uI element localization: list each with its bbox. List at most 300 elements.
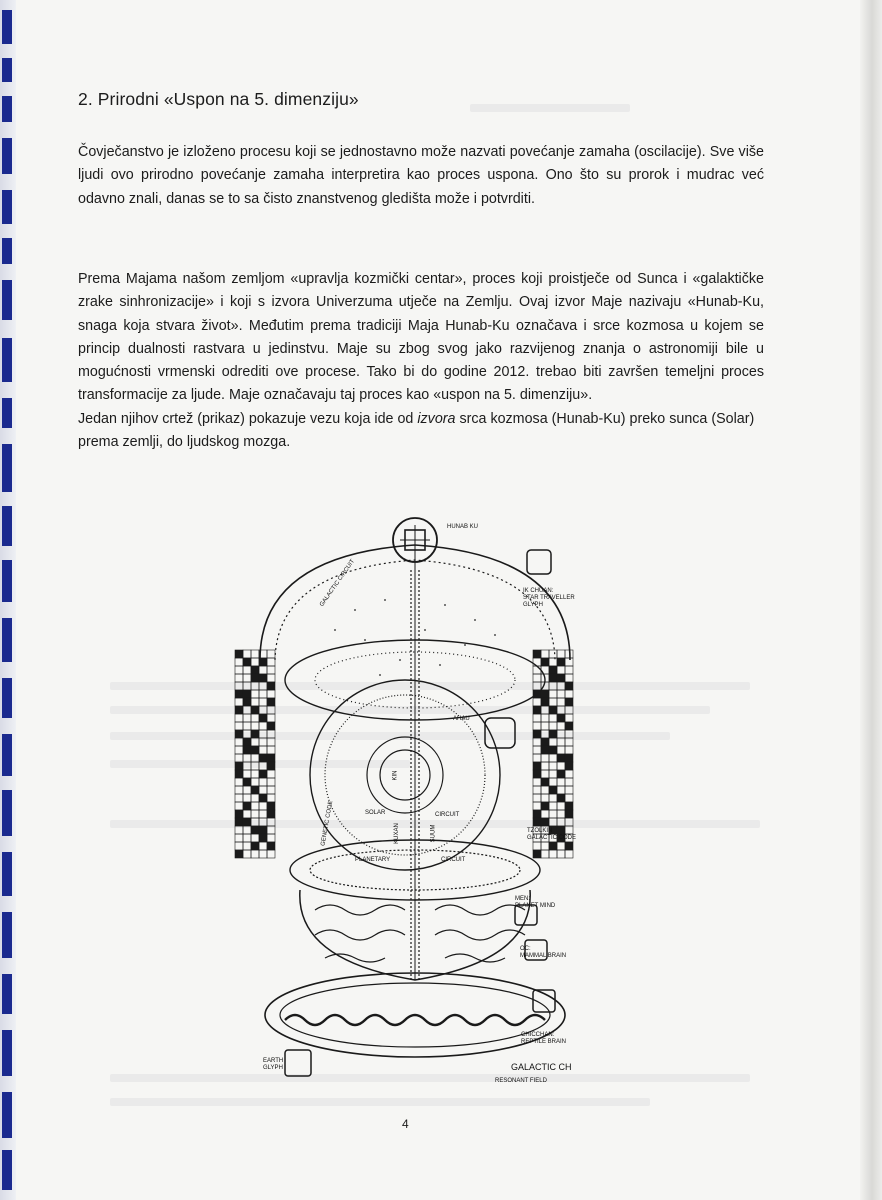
spiral-binding-edge: [0, 0, 16, 1200]
galactic-code-cell: [557, 738, 565, 746]
label-men: MEN: PLANET MIND: [515, 896, 556, 909]
galactic-code-cell: [259, 794, 267, 802]
galactic-code-cell: [243, 802, 251, 810]
galactic-code-cell: [251, 786, 259, 794]
show-through: [470, 104, 630, 112]
galactic-code-cell: [557, 794, 565, 802]
section-heading: 2. Prirodni «Uspon na 5. dimenziju»: [78, 89, 359, 109]
galactic-code-cell: [267, 738, 275, 746]
galactic-code-cell: [259, 714, 267, 722]
binding-hole: [2, 852, 12, 896]
galactic-code-cell: [259, 810, 267, 818]
galactic-code-cell: [235, 850, 243, 858]
galactic-code-cell: [235, 754, 243, 762]
galactic-code-cell: [259, 738, 267, 746]
galactic-code-cell: [243, 826, 251, 834]
galactic-code-cell: [235, 714, 243, 722]
galactic-code-cell: [533, 746, 541, 754]
galactic-code-cell: [565, 698, 573, 706]
galactic-code-cell: [533, 754, 541, 762]
galactic-code-cell: [565, 762, 573, 770]
binding-hole: [2, 338, 12, 382]
galactic-code-cell: [557, 762, 565, 770]
binding-hole: [2, 618, 12, 662]
galactic-code-cell: [557, 714, 565, 722]
galactic-code-cell: [549, 762, 557, 770]
galactic-code-cell: [565, 842, 573, 850]
galactic-code-cell: [557, 786, 565, 794]
galactic-code-cell: [267, 706, 275, 714]
page-edge-shadow: [860, 0, 882, 1200]
galactic-code-cell: [235, 698, 243, 706]
galactic-code-cell: [267, 762, 275, 770]
galactic-code-cell: [251, 698, 259, 706]
galactic-code-cell: [565, 754, 573, 762]
galactic-code-cell: [243, 730, 251, 738]
galactic-code-cell: [267, 778, 275, 786]
galactic-code-cell: [557, 690, 565, 698]
galactic-code-cell: [267, 746, 275, 754]
galactic-code-cell: [565, 706, 573, 714]
galactic-code-cell: [259, 842, 267, 850]
galactic-code-cell: [251, 730, 259, 738]
galactic-code-cell: [557, 770, 565, 778]
galactic-code-cell: [267, 650, 275, 658]
galactic-code-cell: [533, 818, 541, 826]
label-kin: KIN: [392, 770, 399, 781]
galactic-code-cell: [251, 706, 259, 714]
galactic-code-cell: [541, 650, 549, 658]
galactic-code-cell: [565, 786, 573, 794]
galactic-code-cell: [557, 722, 565, 730]
label-galactic-ch: GALACTIC CH: [511, 1062, 572, 1072]
label-galactic-circuit: GALACTIC CIRCUIT: [319, 558, 357, 608]
galactic-code-cell: [235, 802, 243, 810]
galactic-code-cell: [243, 658, 251, 666]
galactic-code-cell: [533, 674, 541, 682]
galactic-code-cell: [251, 810, 259, 818]
galactic-code-cell: [533, 810, 541, 818]
galactic-code-cell: [235, 730, 243, 738]
galactic-code-cell: [549, 698, 557, 706]
galactic-code-cell: [557, 658, 565, 666]
galactic-code-cell: [267, 658, 275, 666]
galactic-code-cell: [557, 754, 565, 762]
galactic-code-cell: [267, 674, 275, 682]
galactic-code-cell: [251, 794, 259, 802]
galactic-code-cell: [565, 730, 573, 738]
show-through: [110, 1098, 650, 1106]
paragraph-1: [78, 141, 764, 211]
galactic-code-cell: [251, 650, 259, 658]
galactic-code-cell: [259, 834, 267, 842]
galactic-code-cell: [251, 826, 259, 834]
galactic-code-cell: [557, 746, 565, 754]
binding-hole: [2, 398, 12, 428]
paragraph-1-text: Čovječanstvo je izloženo procesu koji se jednostavno može nazvati povećanje zamaha (oscilacije). Sve više ljudi ovo prirodno povećanje zamaha interpretira kao proces uspona. Ono što su prorok i mudrac već odavno znali, danas se to sa čisto znanstvenog gledišta može i potvrditi.: [78, 144, 764, 207]
galactic-code-cell: [259, 658, 267, 666]
galactic-code-cell: [259, 722, 267, 730]
galactic-code-cell: [541, 818, 549, 826]
galactic-code-cell: [533, 794, 541, 802]
galactic-code-cell: [565, 738, 573, 746]
galactic-code-cell: [541, 730, 549, 738]
galactic-code-cell: [235, 786, 243, 794]
galactic-code-cell: [243, 810, 251, 818]
galactic-code-cell: [243, 738, 251, 746]
galactic-code-cell: [259, 730, 267, 738]
galactic-code-cell: [557, 818, 565, 826]
binding-hole: [2, 280, 12, 320]
binding-hole: [2, 238, 12, 264]
galactic-code-cell: [533, 778, 541, 786]
galactic-code-cell: [267, 730, 275, 738]
galactic-code-cell: [235, 842, 243, 850]
label-ahau: AHAU: [453, 716, 470, 722]
galactic-code-cell: [267, 698, 275, 706]
galactic-code-cell: [243, 850, 251, 858]
galactic-code-cell: [541, 794, 549, 802]
galactic-code-cell: [557, 666, 565, 674]
galactic-code-cell: [243, 674, 251, 682]
galactic-code-cell: [259, 698, 267, 706]
galactic-code-cell: [243, 762, 251, 770]
galactic-code-cell: [251, 738, 259, 746]
galactic-code-cell: [549, 778, 557, 786]
galactic-code-cell: [243, 714, 251, 722]
galactic-code-cell: [235, 666, 243, 674]
galactic-code-cell: [251, 682, 259, 690]
galactic-code-cell: [541, 842, 549, 850]
galactic-code-cell: [565, 778, 573, 786]
label-planetary: PLANETARY: [355, 857, 391, 863]
galactic-code-cell: [565, 722, 573, 730]
galactic-code-cell: [251, 850, 259, 858]
galactic-code-cell: [259, 778, 267, 786]
galactic-code-cell: [259, 802, 267, 810]
galactic-code-cell: [549, 690, 557, 698]
galactic-code-cell: [243, 834, 251, 842]
galactic-code-cell: [259, 674, 267, 682]
galactic-code-cell: [251, 746, 259, 754]
binding-hole: [2, 58, 12, 82]
galactic-code-cell: [541, 786, 549, 794]
galactic-code-cell: [541, 746, 549, 754]
galactic-code-cell: [533, 698, 541, 706]
galactic-code-cell: [541, 802, 549, 810]
paragraph-2: [78, 268, 764, 454]
galactic-code-cell: [243, 754, 251, 762]
galactic-code-cell: [541, 714, 549, 722]
binding-hole: [2, 912, 12, 958]
galactic-code-cell: [557, 802, 565, 810]
galactic-code-cell: [541, 770, 549, 778]
binding-hole: [2, 506, 12, 546]
label-solar-circuit: CIRCUIT: [435, 812, 460, 818]
mayan-cosmology-figure: [215, 510, 635, 1090]
galactic-code-cell: [235, 778, 243, 786]
galactic-code-cell: [243, 650, 251, 658]
galactic-code-cell: [533, 714, 541, 722]
galactic-code-cell: [541, 722, 549, 730]
galactic-code-cell: [533, 802, 541, 810]
galactic-code-cell: [549, 730, 557, 738]
binding-hole: [2, 190, 12, 224]
galactic-code-cell: [549, 658, 557, 666]
galactic-code-cell: [251, 666, 259, 674]
galactic-code-cell: [259, 706, 267, 714]
galactic-code-cell: [259, 754, 267, 762]
galactic-code-cell: [541, 658, 549, 666]
galactic-code-cell: [243, 770, 251, 778]
galactic-code-cell: [267, 810, 275, 818]
binding-hole: [2, 678, 12, 718]
galactic-code-cell: [549, 802, 557, 810]
galactic-code-cell: [235, 794, 243, 802]
galactic-code-cell: [557, 778, 565, 786]
galactic-code-cell: [235, 690, 243, 698]
galactic-code-cell: [557, 650, 565, 658]
label-ik-chuan: IK CHUAN: STAR TRAVELLER GLYPH: [523, 588, 575, 608]
galactic-code-cell: [267, 802, 275, 810]
galactic-code-cell: [549, 842, 557, 850]
galactic-code-cell: [235, 738, 243, 746]
label-solar: SOLAR: [365, 810, 386, 816]
label-chicchan: CHICCHAN: REPTILE BRAIN: [521, 1032, 567, 1045]
galactic-code-cell: [251, 778, 259, 786]
galactic-code-cell: [251, 754, 259, 762]
galactic-code-cell: [243, 666, 251, 674]
galactic-code-cell: [533, 786, 541, 794]
galactic-code-cell: [549, 722, 557, 730]
galactic-code-cell: [565, 818, 573, 826]
binding-hole: [2, 974, 12, 1014]
galactic-code-cell: [251, 658, 259, 666]
galactic-code-cell: [259, 826, 267, 834]
galactic-code-cell: [557, 730, 565, 738]
galactic-code-cell: [549, 746, 557, 754]
galactic-code-cell: [243, 842, 251, 850]
paragraph-2-text: Prema Majama našom zemljom «upravlja kozmički centar», proces koji proistječe od Sunca i «galaktičke zrake sinhronizacije» i koji s izvora Univerzuma utječe na Zemlju. Ovaj izvor Maje nazivaju «Hunab-Ku, snaga koja stvara život». Međutim prema tradiciji Maja Hunab-Ku označava i srce kozmosa u kojem se princip dualnosti rastvara u jedinstvu. Maje su zbog svog jako razvijenog znanja o astronomiji bile u mogućnosti vrmenski odrediti ove procese. Tako bi do godine 2012. trebao biti završen temeljni proces transformacije za ljude. Maje označavaju taj proces kao «uspon na 5. dimenziju».: [78, 271, 764, 404]
galactic-code-cell: [235, 834, 243, 842]
galactic-code-cell: [243, 690, 251, 698]
galactic-code-cell: [549, 754, 557, 762]
galactic-code-cell: [243, 746, 251, 754]
galactic-code-cell: [541, 850, 549, 858]
galactic-code-cell: [541, 738, 549, 746]
label-oc: OC: MAMMAL BRAIN: [520, 946, 567, 959]
galactic-code-cell: [235, 658, 243, 666]
galactic-code-cell: [267, 690, 275, 698]
galactic-code-cell: [251, 762, 259, 770]
galactic-code-cell: [235, 722, 243, 730]
label-planetary-circuit: CIRCUIT: [441, 857, 466, 863]
page-number: 4: [402, 1117, 409, 1131]
binding-hole: [2, 790, 12, 836]
galactic-code-cell: [541, 810, 549, 818]
galactic-code-cell: [565, 658, 573, 666]
galactic-code-cell: [541, 754, 549, 762]
label-genetic-code: GENETIC CODE: [320, 800, 335, 847]
binding-hole: [2, 734, 12, 776]
galactic-code-cell: [533, 850, 541, 858]
galactic-code-cell: [549, 810, 557, 818]
galactic-code-cell: [557, 842, 565, 850]
binding-hole: [2, 96, 12, 122]
galactic-code-cell: [565, 682, 573, 690]
galactic-code-cell: [267, 722, 275, 730]
galactic-code-cell: [259, 682, 267, 690]
galactic-code-cell: [549, 738, 557, 746]
galactic-code-cell: [259, 850, 267, 858]
galactic-code-cell: [557, 706, 565, 714]
galactic-code-cell: [533, 738, 541, 746]
galactic-code-cell: [549, 674, 557, 682]
galactic-code-cell: [549, 650, 557, 658]
galactic-code-cell: [243, 698, 251, 706]
galactic-code-cell: [557, 674, 565, 682]
galactic-code-cell: [267, 850, 275, 858]
galactic-code-cell: [533, 682, 541, 690]
binding-hole: [2, 1030, 12, 1076]
galactic-code-cell: [235, 770, 243, 778]
galactic-code-cell: [243, 706, 251, 714]
galactic-code-cell: [235, 706, 243, 714]
label-suum: SUUM: [430, 824, 437, 843]
galactic-code-cell: [549, 770, 557, 778]
galactic-code-cell: [235, 818, 243, 826]
galactic-code-cell: [549, 818, 557, 826]
galactic-code-cell: [549, 786, 557, 794]
galactic-code-cell: [565, 810, 573, 818]
galactic-code-cell: [565, 794, 573, 802]
galactic-code-cell: [533, 650, 541, 658]
galactic-code-cell: [549, 706, 557, 714]
galactic-code-cell: [565, 714, 573, 722]
galactic-code-cell: [243, 722, 251, 730]
galactic-code-cell: [533, 706, 541, 714]
paragraph-3: [78, 408, 764, 455]
galactic-code-cell: [243, 818, 251, 826]
galactic-code-cell: [565, 666, 573, 674]
galactic-code-cell: [565, 802, 573, 810]
galactic-code-cell: [549, 666, 557, 674]
galactic-code-cell: [235, 810, 243, 818]
galactic-code-cell: [541, 762, 549, 770]
galactic-code-cell: [267, 714, 275, 722]
galactic-code-cell: [557, 698, 565, 706]
galactic-code-cell: [235, 746, 243, 754]
galactic-code-cell: [251, 770, 259, 778]
galactic-code-cell: [259, 786, 267, 794]
galactic-code-cell: [235, 674, 243, 682]
galactic-code-cell: [565, 746, 573, 754]
galactic-code-cell: [541, 690, 549, 698]
label-resonant-field: RESONANT FIELD: [495, 1078, 547, 1084]
galactic-code-cell: [251, 818, 259, 826]
galactic-code-cell: [557, 850, 565, 858]
galactic-code-cell: [533, 842, 541, 850]
galactic-code-cell: [541, 778, 549, 786]
galactic-code-cell: [259, 762, 267, 770]
galactic-code-cell: [267, 826, 275, 834]
galactic-code-cell: [565, 850, 573, 858]
galactic-code-cell: [243, 682, 251, 690]
galactic-code-cell: [267, 770, 275, 778]
galactic-code-cell: [541, 698, 549, 706]
galactic-code-cell: [267, 794, 275, 802]
galactic-code-cell: [549, 714, 557, 722]
galactic-code-cell: [259, 690, 267, 698]
label-kuxan: KUXAN: [393, 823, 400, 844]
galactic-code-cell: [243, 786, 251, 794]
galactic-code-cell: [259, 770, 267, 778]
galactic-code-cell: [565, 770, 573, 778]
galactic-code-cell: [533, 770, 541, 778]
galactic-code-cell: [235, 826, 243, 834]
galactic-code-cell: [251, 714, 259, 722]
galactic-code-cell: [259, 666, 267, 674]
galactic-code-cell: [251, 802, 259, 810]
galactic-code-cell: [267, 834, 275, 842]
binding-hole: [2, 10, 12, 44]
galactic-code-cell: [267, 666, 275, 674]
galactic-code-cell: [235, 682, 243, 690]
galactic-code-cell: [549, 850, 557, 858]
galactic-code-cell: [557, 682, 565, 690]
binding-hole: [2, 138, 12, 174]
galactic-code-cell: [533, 762, 541, 770]
paragraph-3-emphasis: izvora: [417, 410, 456, 427]
galactic-code-cell: [243, 778, 251, 786]
label-hunab-ku: HUNAB KU: [447, 524, 479, 530]
galactic-code-cell: [267, 754, 275, 762]
galactic-code-cell: [533, 730, 541, 738]
galactic-code-cell: [251, 674, 259, 682]
galactic-code-cell: [235, 762, 243, 770]
binding-hole: [2, 444, 12, 492]
paragraph-3-before: Jedan njihov crtež (prikaz) pokazuje vezu koja ide od: [78, 410, 418, 427]
galactic-code-cell: [565, 690, 573, 698]
galactic-code-cell: [259, 818, 267, 826]
galactic-code-cell: [251, 690, 259, 698]
galactic-code-cell: [533, 722, 541, 730]
label-earth-glyph: EARTH GLYPH: [263, 1058, 284, 1071]
galactic-code-cell: [251, 834, 259, 842]
galactic-code-cell: [557, 810, 565, 818]
binding-hole: [2, 1150, 12, 1190]
galactic-code-cell: [267, 786, 275, 794]
binding-hole: [2, 1092, 12, 1138]
galactic-code-cell: [533, 666, 541, 674]
label-tzolkin: TZOLKIN GALACTIC CODE: [527, 828, 577, 841]
binding-hole: [2, 560, 12, 602]
galactic-code-cell: [235, 650, 243, 658]
galactic-code-cell: [267, 842, 275, 850]
paragraph-3-after: srca kozmosa (Hunab-Ku) preko sunca (Solar) prema zemlji, do ljudskog mozga.: [78, 410, 755, 451]
galactic-code-cell: [549, 682, 557, 690]
galactic-code-cell: [565, 674, 573, 682]
galactic-code-cell: [541, 706, 549, 714]
galactic-code-cell: [549, 794, 557, 802]
galactic-code-cell: [251, 842, 259, 850]
galactic-code-cell: [259, 746, 267, 754]
galactic-code-cell: [243, 794, 251, 802]
galactic-code-cell: [251, 722, 259, 730]
galactic-code-cell: [267, 818, 275, 826]
galactic-code-cell: [533, 690, 541, 698]
galactic-code-cell: [267, 682, 275, 690]
